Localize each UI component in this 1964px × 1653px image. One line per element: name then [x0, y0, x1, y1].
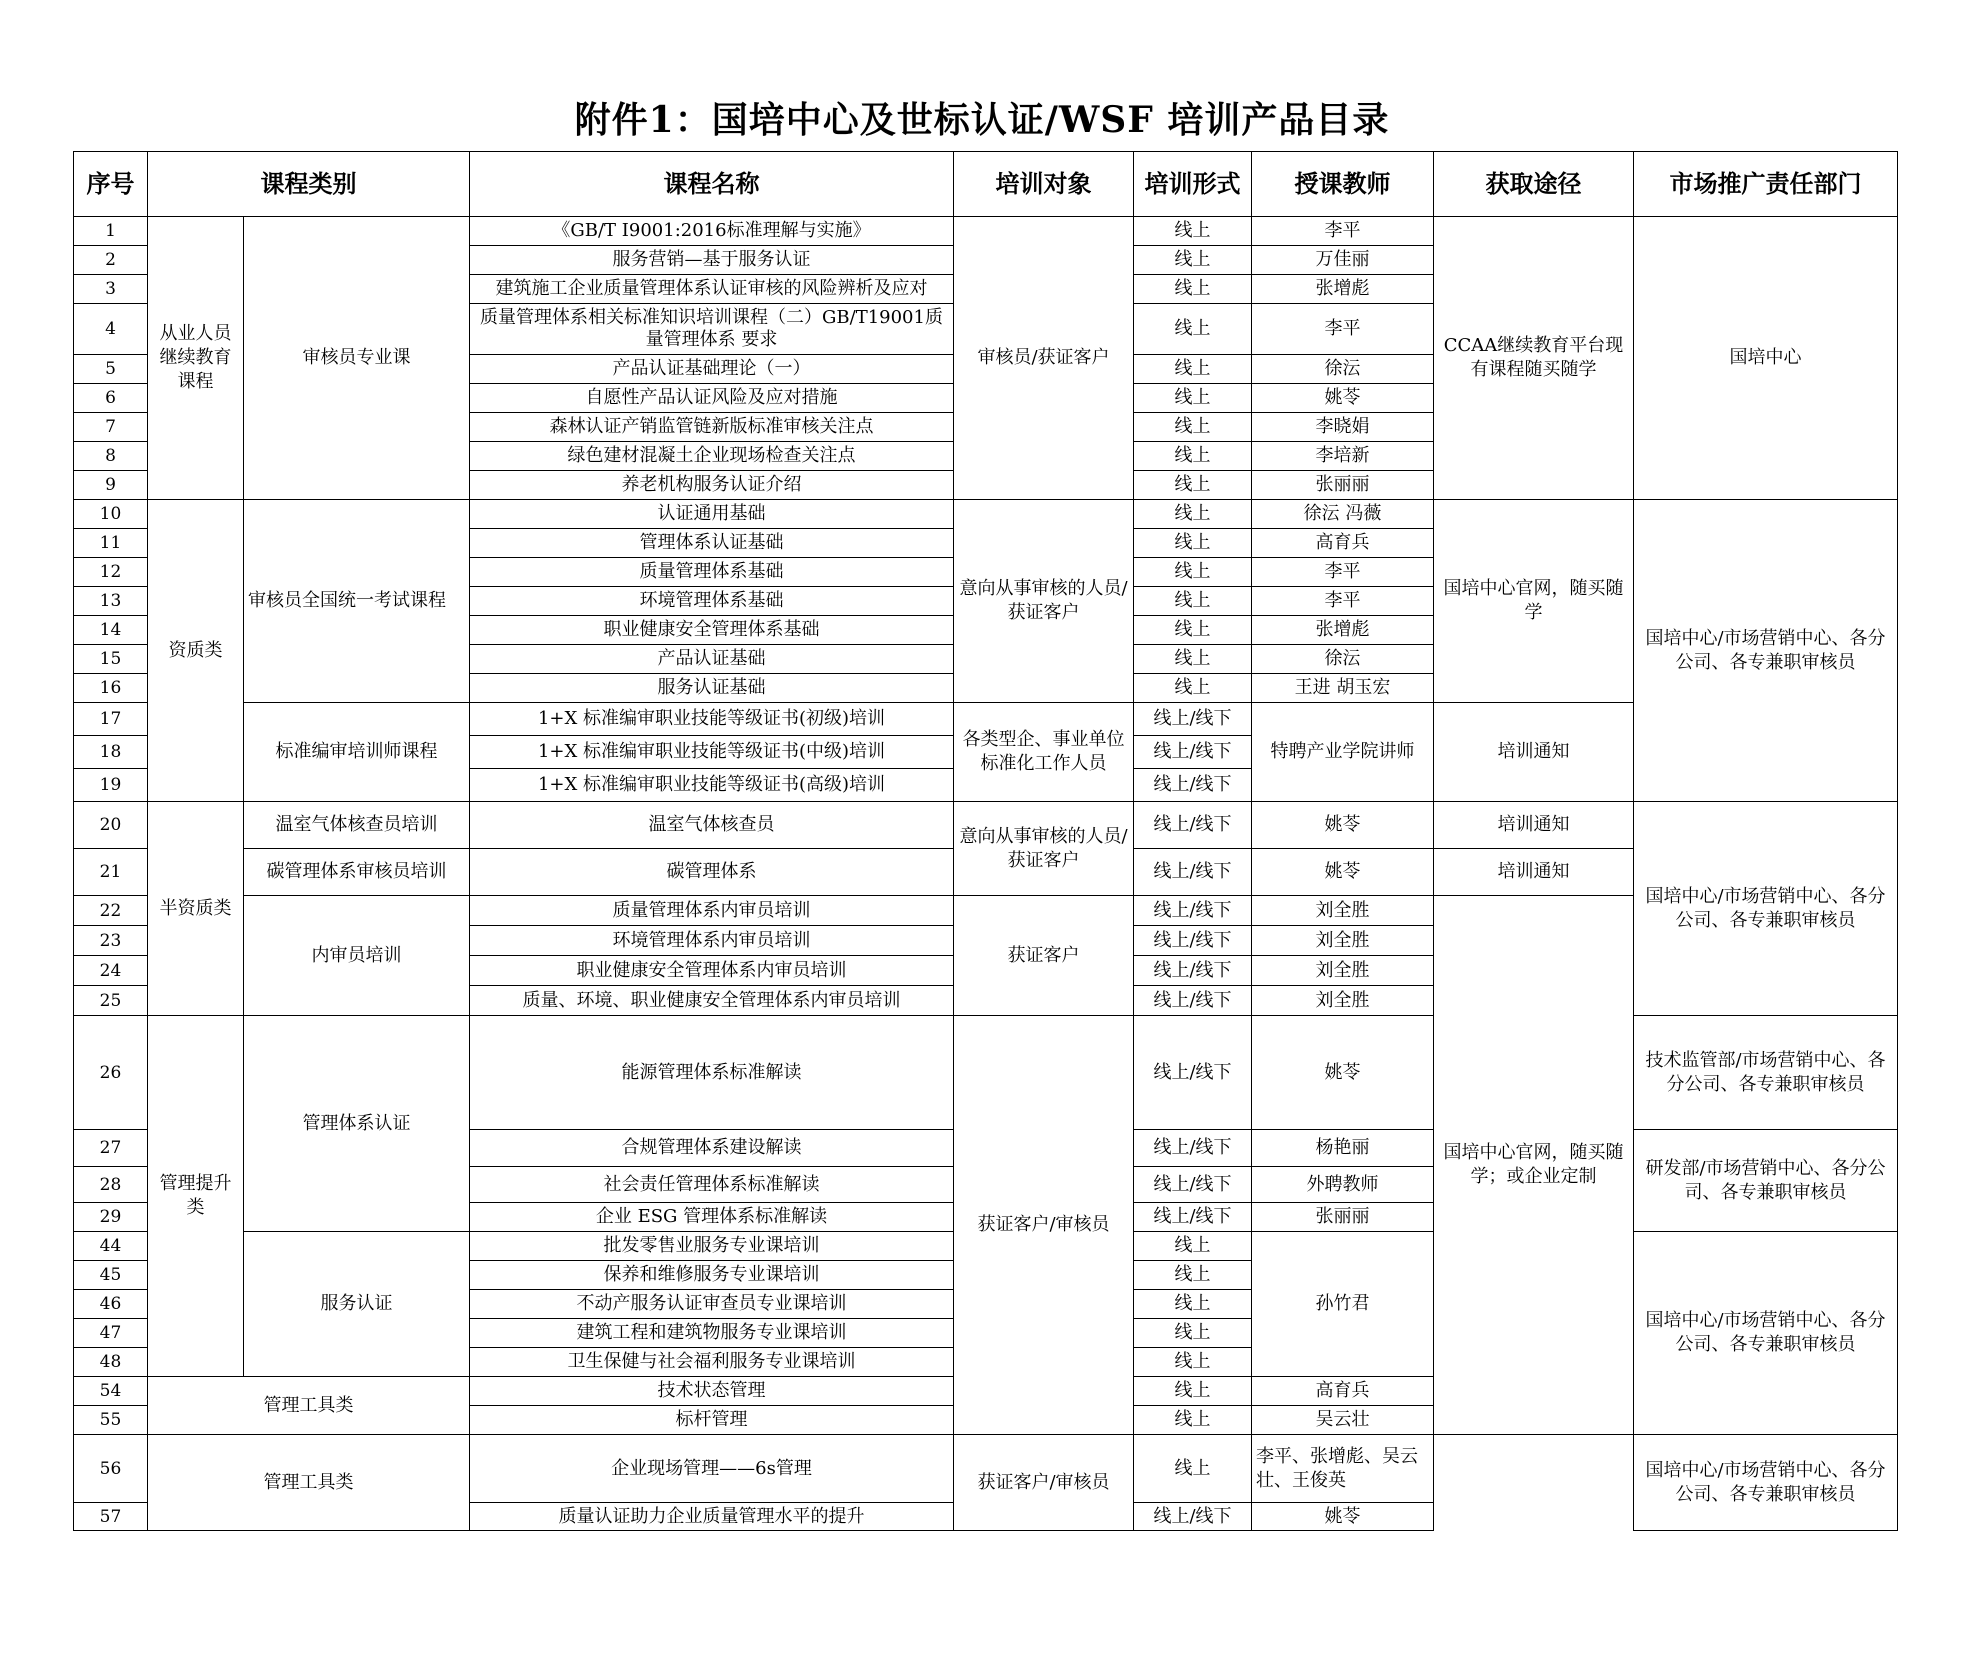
form-cell: 线上/线下	[1134, 1503, 1252, 1531]
category-subgroup: 标准编审培训师课程	[244, 703, 470, 802]
seq-cell: 45	[74, 1261, 148, 1290]
seq-cell: 2	[74, 246, 148, 275]
teacher-cell: 万佳丽	[1252, 246, 1434, 275]
dept-cell: 国培中心/市场营销中心、各分公司、各专兼职审核员	[1634, 802, 1898, 1016]
header-channel: 获取途径	[1434, 152, 1634, 217]
form-cell: 线上	[1134, 471, 1252, 500]
seq-cell: 7	[74, 413, 148, 442]
form-cell: 线上	[1134, 1348, 1252, 1377]
header-form: 培训形式	[1134, 152, 1252, 217]
channel-cell: 国培中心官网，随买随学	[1434, 500, 1634, 703]
seq-cell: 55	[74, 1406, 148, 1435]
course-cell: 温室气体核查员	[470, 802, 954, 849]
seq-cell: 16	[74, 674, 148, 703]
table-row	[74, 703, 1898, 736]
course-cell: 批发零售业服务专业课培训	[470, 1232, 954, 1261]
teacher-cell: 张丽丽	[1252, 471, 1434, 500]
seq-cell: 18	[74, 736, 148, 769]
form-cell: 线上	[1134, 384, 1252, 413]
course-cell: 职业健康安全管理体系内审员培训	[470, 956, 954, 986]
teacher-cell: 外聘教师	[1252, 1167, 1434, 1203]
course-cell: 质量认证助力企业质量管理水平的提升	[470, 1503, 954, 1531]
category-subgroup: 审核员全国统一考试课程	[244, 500, 470, 703]
channel-cell: 国培中心官网，随买随学；或企业定制	[1434, 896, 1634, 1435]
target-cell: 各类型企、事业单位标准化工作人员	[954, 703, 1134, 802]
teacher-cell: 刘全胜	[1252, 986, 1434, 1016]
form-cell: 线上	[1134, 1435, 1252, 1503]
seq-cell: 13	[74, 587, 148, 616]
form-cell: 线上	[1134, 413, 1252, 442]
course-cell: 能源管理体系标准解读	[470, 1016, 954, 1130]
seq-cell: 47	[74, 1319, 148, 1348]
dept-cell: 国培中心	[1634, 217, 1898, 500]
target-cell: 审核员/获证客户	[954, 217, 1134, 500]
form-cell: 线上/线下	[1134, 1130, 1252, 1167]
form-cell: 线上	[1134, 1319, 1252, 1348]
category-subgroup: 碳管理体系审核员培训	[244, 849, 470, 896]
category-subgroup: 内审员培训	[244, 896, 470, 1016]
teacher-cell: 刘全胜	[1252, 896, 1434, 926]
seq-cell: 57	[74, 1503, 148, 1531]
seq-cell: 22	[74, 896, 148, 926]
seq-cell: 56	[74, 1435, 148, 1503]
teacher-cell: 徐沄 冯薇	[1252, 500, 1434, 529]
course-cell: 卫生保健与社会福利服务专业课培训	[470, 1348, 954, 1377]
seq-cell: 4	[74, 304, 148, 355]
course-cell: 1+X 标准编审职业技能等级证书(初级)培训	[470, 703, 954, 736]
seq-cell: 21	[74, 849, 148, 896]
header-row	[74, 152, 1898, 217]
course-cell: 养老机构服务认证介绍	[470, 471, 954, 500]
teacher-cell: 特聘产业学院讲师	[1252, 703, 1434, 802]
category-group: 管理提升类	[148, 1016, 244, 1377]
form-cell: 线上	[1134, 1377, 1252, 1406]
header-category: 课程类别	[148, 152, 470, 217]
teacher-cell: 徐沄	[1252, 355, 1434, 384]
teacher-cell: 孙竹君	[1252, 1232, 1434, 1377]
category-subgroup: 审核员专业课	[244, 217, 470, 500]
teacher-cell: 姚苓	[1252, 849, 1434, 896]
course-cell: 服务认证基础	[470, 674, 954, 703]
form-cell: 线上	[1134, 217, 1252, 246]
course-cell: 标杆管理	[470, 1406, 954, 1435]
course-cell: 自愿性产品认证风险及应对措施	[470, 384, 954, 413]
seq-cell: 8	[74, 442, 148, 471]
form-cell: 线上/线下	[1134, 736, 1252, 769]
course-cell: 社会责任管理体系标准解读	[470, 1167, 954, 1203]
teacher-cell: 张增彪	[1252, 616, 1434, 645]
form-cell: 线上	[1134, 645, 1252, 674]
seq-cell: 54	[74, 1377, 148, 1406]
form-cell: 线上/线下	[1134, 926, 1252, 956]
channel-cell: 培训通知	[1434, 802, 1634, 849]
teacher-cell: 姚苓	[1252, 1503, 1434, 1531]
seq-cell: 29	[74, 1203, 148, 1232]
channel-cell: 培训通知	[1434, 849, 1634, 896]
table-row	[74, 802, 1898, 849]
channel-cell: 培训通知	[1434, 703, 1634, 802]
teacher-cell: 杨艳丽	[1252, 1130, 1434, 1167]
header-dept: 市场推广责任部门	[1634, 152, 1898, 217]
form-cell: 线上/线下	[1134, 896, 1252, 926]
seq-cell: 26	[74, 1016, 148, 1130]
teacher-cell: 王进 胡玉宏	[1252, 674, 1434, 703]
form-cell: 线上/线下	[1134, 1016, 1252, 1130]
course-cell: 环境管理体系内审员培训	[470, 926, 954, 956]
course-cell: 质量管理体系相关标准知识培训课程（二）GB/T19001质量管理体系 要求	[470, 304, 954, 355]
form-cell: 线上/线下	[1134, 986, 1252, 1016]
course-cell: 保养和维修服务专业课培训	[470, 1261, 954, 1290]
course-cell: 建筑施工企业质量管理体系认证审核的风险辨析及应对	[470, 275, 954, 304]
form-cell: 线上	[1134, 1406, 1252, 1435]
course-cell: 企业 ESG 管理体系标准解读	[470, 1203, 954, 1232]
category-group: 资质类	[148, 500, 244, 802]
course-cell: 服务营销—基于服务认证	[470, 246, 954, 275]
target-cell: 意向从事审核的人员/获证客户	[954, 802, 1134, 896]
course-cell: 森林认证产销监管链新版标准审核关注点	[470, 413, 954, 442]
teacher-cell: 高育兵	[1252, 529, 1434, 558]
target-cell: 意向从事审核的人员/获证客户	[954, 500, 1134, 703]
header-target: 培训对象	[954, 152, 1134, 217]
teacher-cell: 李平	[1252, 304, 1434, 355]
course-cell: 管理体系认证基础	[470, 529, 954, 558]
course-cell: 产品认证基础	[470, 645, 954, 674]
seq-cell: 20	[74, 802, 148, 849]
form-cell: 线上	[1134, 355, 1252, 384]
form-cell: 线上/线下	[1134, 956, 1252, 986]
form-cell: 线上	[1134, 1290, 1252, 1319]
teacher-cell: 姚苓	[1252, 1016, 1434, 1130]
course-cell: 《GB/T I9001:2016标准理解与实施》	[470, 217, 954, 246]
header-teacher: 授课教师	[1252, 152, 1434, 217]
teacher-cell: 姚苓	[1252, 802, 1434, 849]
course-cell: 质量管理体系基础	[470, 558, 954, 587]
course-cell: 1+X 标准编审职业技能等级证书(高级)培训	[470, 769, 954, 802]
seq-cell: 17	[74, 703, 148, 736]
course-cell: 不动产服务认证审查员专业课培训	[470, 1290, 954, 1319]
table-row	[74, 1435, 1898, 1503]
seq-cell: 44	[74, 1232, 148, 1261]
category-subgroup: 温室气体核查员培训	[244, 802, 470, 849]
seq-cell: 6	[74, 384, 148, 413]
teacher-cell: 姚苓	[1252, 384, 1434, 413]
teacher-cell: 李平、张增彪、吴云壮、王俊英	[1252, 1435, 1434, 1503]
seq-cell: 24	[74, 956, 148, 986]
course-cell: 认证通用基础	[470, 500, 954, 529]
category-group: 管理工具类	[148, 1435, 470, 1531]
seq-cell: 5	[74, 355, 148, 384]
seq-cell: 11	[74, 529, 148, 558]
teacher-cell: 李平	[1252, 558, 1434, 587]
seq-cell: 19	[74, 769, 148, 802]
form-cell: 线上	[1134, 558, 1252, 587]
form-cell: 线上/线下	[1134, 1203, 1252, 1232]
seq-cell: 23	[74, 926, 148, 956]
seq-cell: 14	[74, 616, 148, 645]
course-cell: 1+X 标准编审职业技能等级证书(中级)培训	[470, 736, 954, 769]
form-cell: 线上/线下	[1134, 1167, 1252, 1203]
seq-cell: 28	[74, 1167, 148, 1203]
document-title: 附件1：国培中心及世标认证/WSF 培训产品目录	[574, 99, 1390, 141]
course-cell: 碳管理体系	[470, 849, 954, 896]
teacher-cell: 徐沄	[1252, 645, 1434, 674]
seq-cell: 1	[74, 217, 148, 246]
teacher-cell: 刘全胜	[1252, 956, 1434, 986]
dept-cell: 研发部/市场营销中心、各分公司、各专兼职审核员	[1634, 1130, 1898, 1232]
dept-cell: 技术监管部/市场营销中心、各分公司、各专兼职审核员	[1634, 1016, 1898, 1130]
channel-cell: CCAA继续教育平台现有课程随买随学	[1434, 217, 1634, 500]
seq-cell: 9	[74, 471, 148, 500]
category-group: 半资质类	[148, 802, 244, 1016]
category-subgroup: 管理体系认证	[244, 1016, 470, 1232]
header-seq: 序号	[74, 152, 148, 217]
dept-cell: 国培中心/市场营销中心、各分公司、各专兼职审核员	[1634, 1435, 1898, 1531]
form-cell: 线上/线下	[1134, 703, 1252, 736]
teacher-cell: 张丽丽	[1252, 1203, 1434, 1232]
course-cell: 环境管理体系基础	[470, 587, 954, 616]
seq-cell: 3	[74, 275, 148, 304]
form-cell: 线上/线下	[1134, 849, 1252, 896]
course-cell: 产品认证基础理论（一）	[470, 355, 954, 384]
seq-cell: 12	[74, 558, 148, 587]
target-cell: 获证客户/审核员	[954, 1435, 1134, 1531]
teacher-cell: 李平	[1252, 217, 1434, 246]
course-cell: 建筑工程和建筑物服务专业课培训	[470, 1319, 954, 1348]
training-catalog-table	[73, 151, 1898, 1531]
category-subgroup: 服务认证	[244, 1232, 470, 1377]
course-cell: 职业健康安全管理体系基础	[470, 616, 954, 645]
course-cell: 技术状态管理	[470, 1377, 954, 1406]
target-cell: 获证客户/审核员	[954, 1016, 1134, 1435]
category-group: 从业人员继续教育课程	[148, 217, 244, 500]
course-cell: 企业现场管理——6s管理	[470, 1435, 954, 1503]
dept-cell: 国培中心/市场营销中心、各分公司、各专兼职审核员	[1634, 1232, 1898, 1435]
teacher-cell: 高育兵	[1252, 1377, 1434, 1406]
form-cell: 线上	[1134, 1261, 1252, 1290]
course-cell: 质量、环境、职业健康安全管理体系内审员培训	[470, 986, 954, 1016]
table-row	[74, 500, 1898, 529]
course-cell: 质量管理体系内审员培训	[470, 896, 954, 926]
seq-cell: 48	[74, 1348, 148, 1377]
course-cell: 绿色建材混凝土企业现场检查关注点	[470, 442, 954, 471]
course-cell: 合规管理体系建设解读	[470, 1130, 954, 1167]
table-row	[74, 896, 1898, 926]
category-group: 管理工具类	[148, 1377, 470, 1435]
form-cell: 线上	[1134, 529, 1252, 558]
seq-cell: 27	[74, 1130, 148, 1167]
seq-cell: 46	[74, 1290, 148, 1319]
seq-cell: 15	[74, 645, 148, 674]
dept-cell: 国培中心/市场营销中心、各分公司、各专兼职审核员	[1634, 500, 1898, 802]
seq-cell: 10	[74, 500, 148, 529]
form-cell: 线上	[1134, 275, 1252, 304]
form-cell: 线上/线下	[1134, 769, 1252, 802]
teacher-cell: 李晓娟	[1252, 413, 1434, 442]
teacher-cell: 李培新	[1252, 442, 1434, 471]
form-cell: 线上	[1134, 674, 1252, 703]
teacher-cell: 李平	[1252, 587, 1434, 616]
form-cell: 线上	[1134, 304, 1252, 355]
header-course: 课程名称	[470, 152, 954, 217]
form-cell: 线上	[1134, 587, 1252, 616]
teacher-cell: 张增彪	[1252, 275, 1434, 304]
form-cell: 线上	[1134, 616, 1252, 645]
seq-cell: 25	[74, 986, 148, 1016]
form-cell: 线上	[1134, 500, 1252, 529]
teacher-cell: 吴云壮	[1252, 1406, 1434, 1435]
teacher-cell: 刘全胜	[1252, 926, 1434, 956]
table-row	[74, 217, 1898, 246]
channel-cell-empty	[1434, 1435, 1634, 1531]
target-cell: 获证客户	[954, 896, 1134, 1016]
form-cell: 线上	[1134, 1232, 1252, 1261]
form-cell: 线上	[1134, 442, 1252, 471]
form-cell: 线上/线下	[1134, 802, 1252, 849]
form-cell: 线上	[1134, 246, 1252, 275]
